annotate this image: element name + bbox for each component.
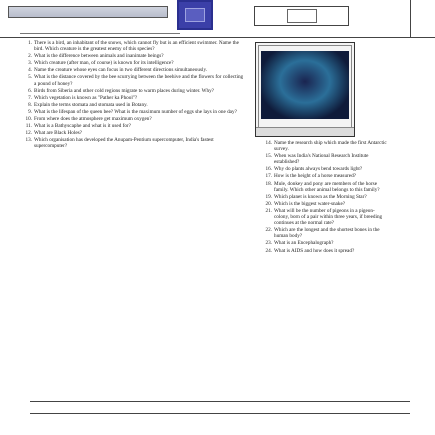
header-rule (0, 37, 435, 38)
question-text: Which is the biggest water-snake? (274, 200, 346, 207)
question-item (258, 173, 388, 179)
question-text: Which organisation has developed the Anupam-Pentium supercomputer, India's fastest supercomputer? (34, 137, 214, 150)
question-item (258, 194, 388, 200)
question-item (258, 227, 388, 239)
question-item (18, 116, 246, 122)
question-item (258, 208, 388, 226)
question-item (18, 88, 246, 94)
question-text: How is the height of a horse measured? (274, 173, 356, 180)
question-text: Which are the longest and the shortest bones in the human body? (274, 227, 380, 240)
question-item (18, 137, 246, 149)
header-bar (8, 6, 168, 18)
question-text: What is the distance covered by the bee scurrying between the beehive and the flowers for collecting a pound of honey? (34, 74, 244, 87)
question-item (18, 130, 246, 136)
question-text: What is the difference between animals and inanimate beings? (34, 53, 164, 60)
question-number: 13. (25, 137, 32, 144)
question-number: 6. (28, 87, 32, 94)
question-item (258, 201, 388, 207)
question-item (18, 109, 246, 115)
question-item (258, 181, 388, 193)
question-text: Mule, donkey and pony are members of the horse family. Which other animal belongs to this family? (274, 180, 380, 193)
question-text: Which creature (after man, of course) is known for its intelligence? (34, 60, 174, 67)
questions-left-column (18, 40, 246, 151)
question-item (258, 153, 388, 165)
question-item (18, 40, 246, 52)
question-number: 19. (265, 193, 272, 200)
question-text: Why do plants always bend towards light? (274, 166, 363, 173)
question-text: What are Black Holes? (34, 130, 82, 137)
question-item (258, 240, 388, 246)
question-number: 2. (28, 53, 32, 60)
illustration-panel (255, 42, 355, 137)
question-number: 16. (265, 166, 272, 173)
question-number: 24. (265, 247, 272, 254)
question-text: What will be the number of pigeons in a pigeon-colony, born of a pair within three years, if breeding continues at the normal rate? (274, 207, 383, 227)
header-box (254, 6, 349, 26)
question-number: 4. (28, 67, 32, 74)
question-number: 8. (28, 101, 32, 108)
question-text: Which planet is known as the Morning Star? (274, 193, 367, 200)
question-text: What is the lifespan of the queen bee? What is the maximum number of eggs she lays in one day? (34, 108, 237, 115)
question-number: 11. (25, 123, 32, 130)
question-item (18, 102, 246, 108)
question-number: 14. (265, 140, 272, 146)
question-number: 5. (28, 74, 32, 81)
question-text: There is a bird, an inhabitant of the snows, which cannot fly but is an efficient swimmer. Name the bird. Which creature is the greatest enemy of this species? (34, 40, 239, 53)
question-number: 17. (265, 173, 272, 180)
question-text: Birds from Siberia and other cold regions migrate to warm places during winter. Why? (34, 87, 214, 94)
question-number: 7. (28, 94, 32, 101)
question-number: 23. (265, 240, 272, 247)
question-number: 21. (265, 207, 272, 214)
question-number: 12. (25, 130, 32, 137)
question-item (18, 67, 246, 73)
footer-rule-top (30, 401, 410, 402)
question-text: From where does the atmosphere get maximum oxygen? (34, 116, 152, 123)
question-item (258, 166, 388, 172)
question-text: Which vegetation is known as "Pather ka Phool"? (34, 94, 138, 101)
question-text: When was India's National Research Institute established? (274, 153, 369, 166)
question-number: 3. (28, 60, 32, 67)
question-item (258, 140, 388, 152)
question-number: 20. (265, 200, 272, 207)
question-text: What is AIDS and how does it spread? (274, 247, 355, 254)
question-item (258, 248, 388, 254)
question-text: What is an Encephalograph? (274, 240, 334, 247)
question-number: 15. (265, 153, 272, 160)
question-number: 1. (28, 40, 32, 46)
question-number: 10. (25, 116, 32, 123)
question-item (18, 60, 246, 66)
question-item (18, 95, 246, 101)
page-header (0, 0, 435, 40)
question-text: What is a Bathyscaphe and what is it used for? (34, 123, 131, 130)
header-divider (20, 33, 180, 34)
question-item (18, 74, 246, 86)
question-number: 9. (28, 108, 32, 115)
question-text: Name the creature whose eyes can focus in two different directions simultaneously. (34, 67, 208, 74)
illustration-image (261, 51, 349, 119)
footer-rule-bottom (30, 413, 410, 414)
question-number: 18. (265, 180, 272, 187)
question-number: 22. (265, 227, 272, 234)
questions-right-column (258, 140, 388, 255)
header-corner (410, 0, 435, 37)
question-item (18, 53, 246, 59)
question-text: Name the research ship which made the first Antarctic survey. (274, 140, 387, 153)
question-item (18, 123, 246, 129)
question-text: Explain the terms stomata and stomata used in Botany. (34, 101, 148, 108)
header-photo (177, 0, 213, 30)
